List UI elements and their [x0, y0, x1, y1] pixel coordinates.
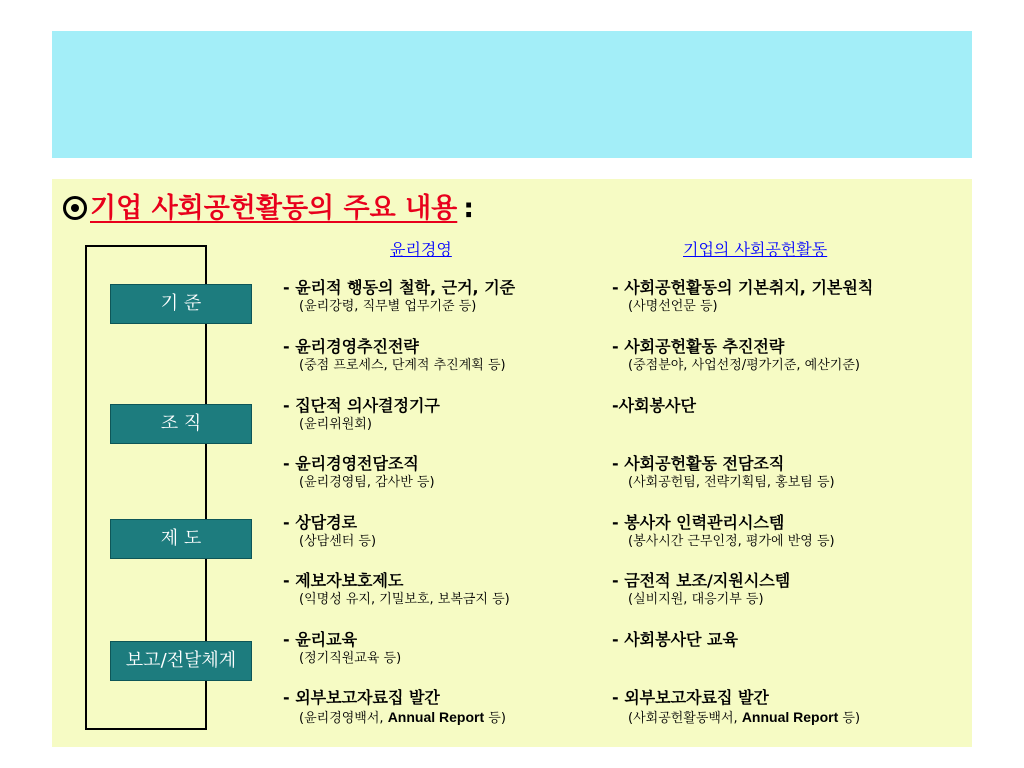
- left-item: [283, 278, 515, 316]
- left-item: [283, 571, 510, 609]
- left-item: [283, 454, 435, 492]
- right-item: [612, 337, 860, 375]
- right-item-sub: (봉사시간 근무인정, 평가에 반영 등): [628, 534, 835, 549]
- right-item: [612, 630, 738, 650]
- left-item-main: - 윤리적 행동의 철학, 근거, 기준: [283, 278, 516, 297]
- right-item: [612, 396, 696, 416]
- left-item-main: - 윤리경영전담조직: [283, 454, 419, 473]
- right-item-main: -사회봉사단: [612, 396, 696, 415]
- right-item-main: - 사회봉사단 교육: [612, 630, 738, 649]
- right-item-sub: (중점분야, 사업선정/평가기준, 예산기준): [628, 358, 860, 373]
- left-item-main: - 윤리교육: [283, 630, 358, 649]
- sub-text: (사회공헌활동백서,: [628, 711, 742, 726]
- right-item-main: - 사회공헌활동 전담조직: [612, 454, 785, 473]
- right-item-sub: (사명선언문 등): [628, 299, 718, 314]
- sub-text: 등): [484, 711, 506, 726]
- left-item-main: - 윤리경영추진전략: [283, 337, 419, 356]
- left-item-sub: (윤리위원회): [299, 417, 372, 432]
- right-item: [612, 278, 873, 316]
- header-banner: [52, 31, 972, 158]
- left-item-main: - 집단적 의사결정기구: [283, 396, 440, 415]
- right-item: [612, 513, 835, 551]
- left-item: [283, 513, 376, 551]
- sub-text: 등): [838, 711, 861, 726]
- right-item-main: - 봉사자 인력관리시스템: [612, 513, 785, 532]
- page-title: [63, 189, 474, 229]
- label-reporting: 보고/전달체계: [110, 641, 252, 681]
- label-standard: 기 준: [110, 284, 252, 324]
- right-item-sub: [628, 708, 860, 728]
- right-item-sub: (사회공헌팀, 전략기획팀, 홍보팀 등): [628, 475, 835, 490]
- left-item-sub: (윤리경영팀, 감사반 등): [299, 475, 435, 490]
- right-item: [612, 688, 860, 728]
- sub-text: (윤리경영백서,: [299, 711, 388, 726]
- right-item-main: - 금전적 보조/지원시스템: [612, 571, 791, 590]
- column-header-ethics: 윤리경영: [390, 240, 452, 259]
- left-item-sub: (중점 프로세스, 단계적 추진계획 등): [299, 358, 506, 373]
- column-header-csr: 기업의 사회공헌활동: [683, 240, 828, 259]
- left-item-main: - 외부보고자료집 발간: [283, 688, 440, 707]
- left-item: [283, 630, 401, 668]
- left-item-sub: (상담센터 등): [299, 534, 377, 549]
- right-item-sub: (실비지원, 대응기부 등): [628, 592, 764, 607]
- left-item-sub: (익명성 유지, 기밀보호, 보복금지 등): [299, 592, 510, 607]
- title-text: 기업 사회공헌활동의 주요 내용: [90, 193, 458, 224]
- left-item: [283, 396, 440, 434]
- left-item: [283, 688, 506, 728]
- left-item-sub: (윤리강령, 직무별 업무기준 등): [299, 299, 477, 314]
- label-system: 제 도: [110, 519, 252, 559]
- right-item: [612, 571, 790, 609]
- right-item-main: - 외부보고자료집 발간: [612, 688, 769, 707]
- sub-bold-text: Annual Report: [741, 709, 839, 725]
- title-colon: :: [463, 193, 475, 224]
- right-item-main: - 사회공헌활동의 기본취지, 기본원칙: [612, 278, 874, 297]
- sub-bold-text: Annual Report: [387, 709, 485, 725]
- left-item-sub: [299, 708, 506, 728]
- left-item: [283, 337, 506, 375]
- label-organization: 조 직: [110, 404, 252, 444]
- left-item-main: - 상담경로: [283, 513, 358, 532]
- left-item-main: - 제보자보호제도: [283, 571, 404, 590]
- right-item-main: - 사회공헌활동 추진전략: [612, 337, 785, 356]
- right-item: [612, 454, 835, 492]
- circle-bullet-icon: [63, 196, 87, 220]
- left-item-sub: (정기직원교육 등): [299, 651, 402, 666]
